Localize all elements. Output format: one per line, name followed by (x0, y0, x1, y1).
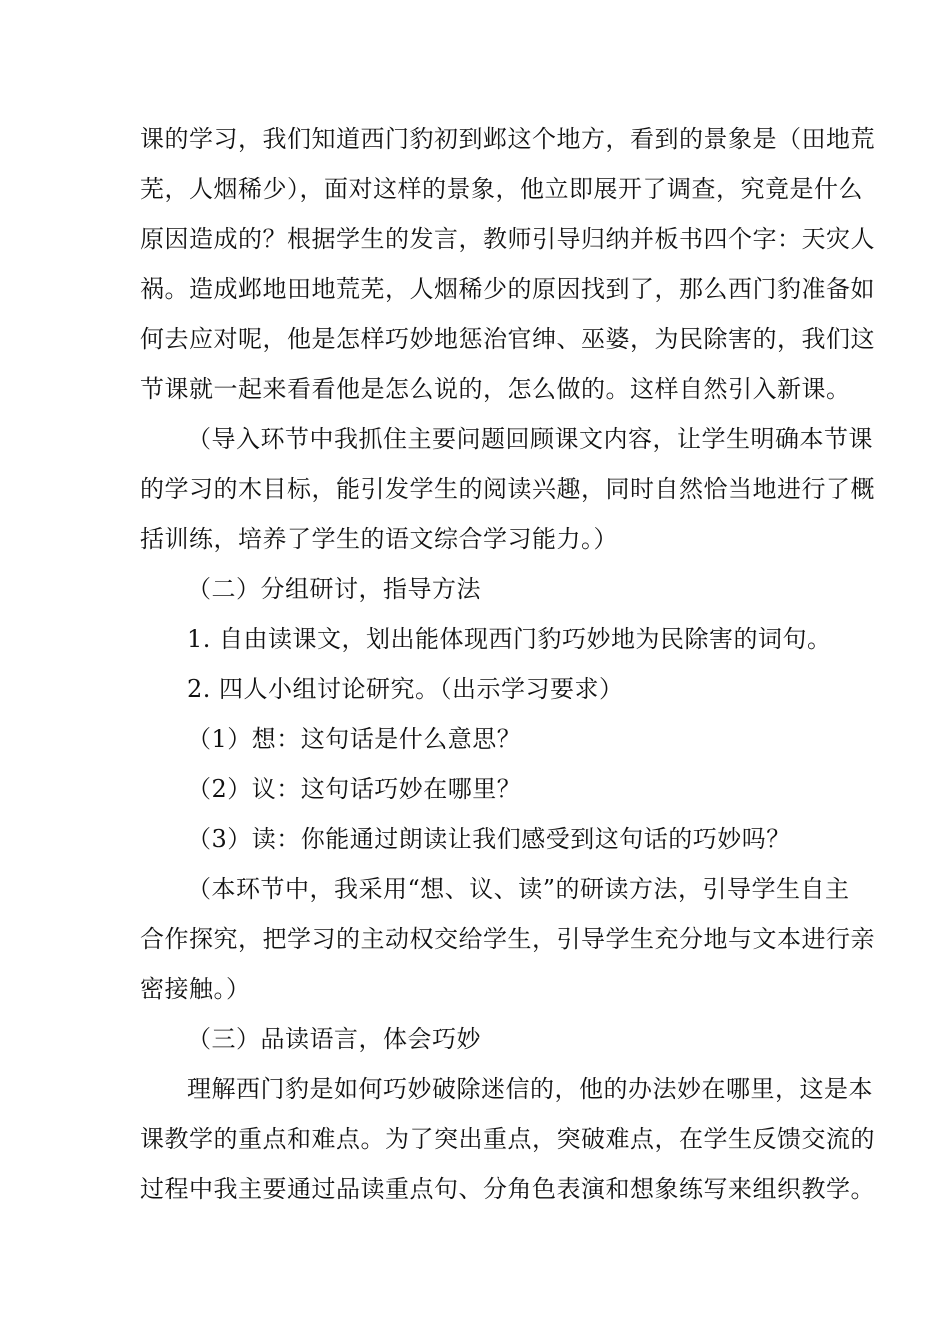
text-line: 过程中我主要通过品读重点句、分角色表演和想象练写来组织教学。 (140, 1175, 875, 1203)
text-line: 课的学习，我们知道西门豹初到邺这个地方，看到的景象是（田地荒 (140, 125, 875, 153)
text-line: 祸。造成邺地田地荒芜，人烟稀少的原因找到了，那么西门豹准备如 (140, 275, 875, 303)
text-line: 课教学的重点和难点。为了突出重点，突破难点，在学生反馈交流的 (140, 1125, 875, 1153)
text-line: 芜，人烟稀少），面对这样的景象，他立即展开了调查，究竟是什么 (140, 175, 863, 203)
list-item: 1. 自由读课文，划出能体现西门豹巧妙地为民除害的词句。 (187, 625, 832, 653)
list-item: （1）想：这句话是什么意思？ (187, 725, 522, 753)
commentary-line: （本环节中，我采用“想、议、读”的研读方法，引导学生自主 (187, 875, 850, 903)
section-heading: （二）分组研讨，指导方法 (187, 575, 481, 603)
list-item: （3）读：你能通过朗读让我们感受到这句话的巧妙吗？ (187, 825, 791, 853)
list-item: 2. 四人小组讨论研究。（出示学习要求） (187, 675, 624, 703)
text-line: 节课就一起来看看他是怎么说的，怎么做的。这样自然引入新课。 (140, 375, 851, 403)
commentary-line: （导入环节中我抓住主要问题回顾课文内容，让学生明确本节课 (187, 425, 873, 453)
text-line: 原因造成的？根据学生的发言，教师引导归纳并板书四个字：天灾人 (140, 225, 875, 253)
text-line: 何去应对呢，他是怎样巧妙地惩治官绅、巫婆，为民除害的，我们这 (140, 325, 875, 353)
text-line: 理解西门豹是如何巧妙破除迷信的，他的办法妙在哪里，这是本 (187, 1075, 873, 1103)
commentary-line: 合作探究，把学习的主动权交给学生，引导学生充分地与文本进行亲 (140, 925, 875, 953)
commentary-line: 的学习的木目标，能引发学生的阅读兴趣，同时自然恰当地进行了概 (140, 475, 875, 503)
section-heading: （三）品读语言，体会巧妙 (187, 1025, 481, 1053)
list-item: （2）议：这句话巧妙在哪里？ (187, 775, 522, 803)
commentary-line: 括训练，培养了学生的语文综合学习能力。） (140, 525, 618, 553)
commentary-line: 密接触。） (140, 975, 251, 1003)
